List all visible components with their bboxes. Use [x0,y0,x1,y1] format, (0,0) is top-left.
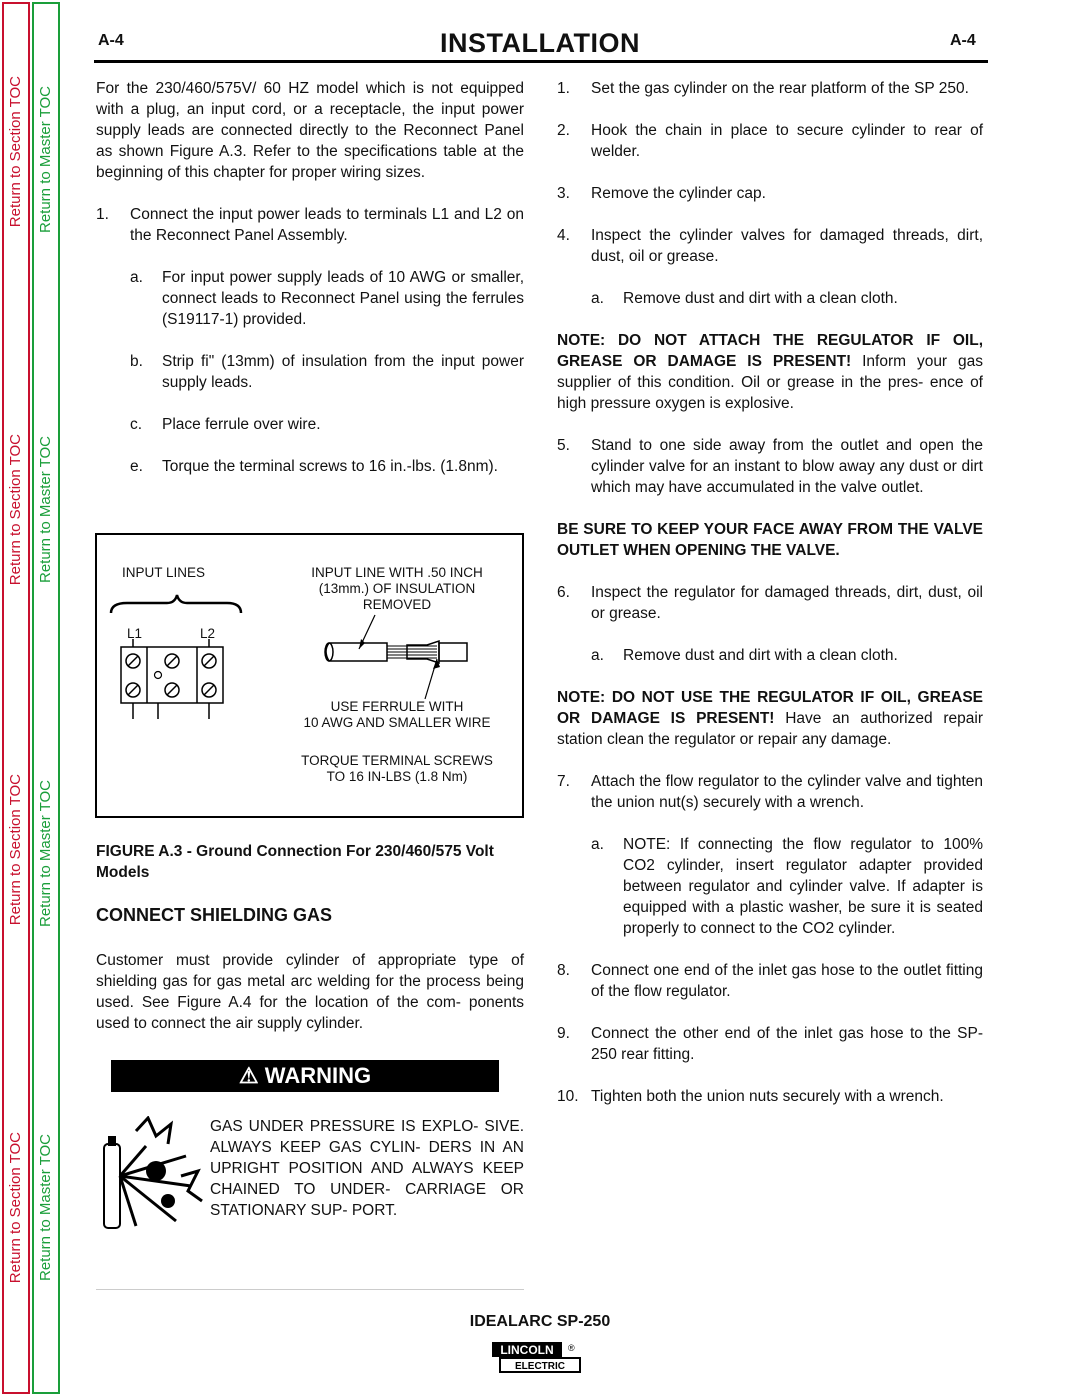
step-r9: 9. Connect the other end of the inlet gas hose to the SP-250 rear fitting. [557,1025,983,1063]
step-r4: 4. Inspect the cylinder valves for damaged threads, dirt, dust, oil or grease. [557,227,983,265]
gas-paragraph-wrap [96,950,524,1055]
return-to-section-toc-link[interactable]: Return to Section TOC [7,76,24,228]
warning-banner [111,1060,499,1092]
page-title: INSTALLATION [440,28,640,58]
wire-label: INPUT LINE WITH .50 INCH (13mm.) OF INSULATION REMOVED [311,565,483,612]
figure-caption: FIGURE A.3 - Ground Connection For 230/460/575 Volt Models [96,843,494,881]
step-r6a: a. Remove dust and dirt with a clean cloth. [591,647,898,664]
svg-text:ELECTRIC: ELECTRIC [515,1361,565,1372]
svg-text:LINCOLN: LINCOLN [500,1343,554,1357]
intro-paragraph: For the 230/460/575V/ 60 HZ model which is not equipped with a plug, an input cord, or a receptacle, the input power supply leads are connected directly to the Reconnect Panel as shown Figure A.3. Refer to the specifications table at the beginning of this chapter for proper wiring sizes. [96,80,524,181]
step-r3: 3. Remove the cylinder cap. [557,185,766,202]
step-1a: a. For input power supply leads of 10 AWG or smaller, connect leads to Reconnect Panel using the ferrules (S19117-1) provided. [130,269,524,328]
step-r8: 8. Connect one end of the inlet gas hose to the outlet fitting of the flow regulator. [557,962,983,1000]
return-to-master-toc-link[interactable]: Return to Master TOC [37,86,54,233]
page-number-right: A-4 [950,32,976,49]
lincoln-electric-logo [490,1341,584,1373]
torque-label: TORQUE TERMINAL SCREWS TO 16 IN-LBS (1.8 Nm) [301,753,493,784]
step-r10: 10. Tighten both the union nuts securely with a wrench. [557,1088,944,1105]
note-regulator-attach: NOTE: DO NOT ATTACH THE REGULATOR IF OIL, GREASE OR DAMAGE IS PRESENT! Inform your gas supplier of this condition. Oil or grease in the pres- ence of high pressure oxygen is explosive. [557,332,983,412]
footer-model: IDEALARC SP-250 [469,1313,611,1330]
warning-icon: ⚠ [238,1063,259,1088]
step-1e: e. Torque the terminal screws to 16 in.-lbs. (1.8nm). [130,458,498,475]
l1-label: L1 [127,626,143,641]
return-to-master-toc-link[interactable]: Return to Master TOC [37,436,54,583]
figure-a3 [95,533,524,818]
header-rule [94,60,988,63]
step-r6: 6. Inspect the regulator for damaged threads, dirt, dust, oil or grease. [557,584,983,622]
right-column [557,78,983,1128]
step-r2: 2. Hook the chain in place to secure cylinder to rear of welder. [557,122,983,160]
return-to-section-toc-link[interactable]: Return to Section TOC [7,774,24,926]
step-1c: c. Place ferrule over wire. [130,416,321,433]
warning-text: GAS UNDER PRESSURE IS EXPLO- SIVE. ALWAYS KEEP GAS CYLIN- DERS IN AN UPRIGHT POSITION AND ALWAYS KEEP CHAINED TO UNDER- CARRIAGE OR STATIONARY SUP- PORT. [210,1118,524,1219]
step-r7: 7. Attach the flow regulator to the cylinder valve and tighten the union nut(s) securely with a wrench. [557,773,983,811]
step-r4a: a. Remove dust and dirt with a clean cloth. [591,290,898,307]
step-r7a: a. NOTE: If connecting the flow regulator to 100% CO2 cylinder, insert regulator adapter provided between regulator and cylinder valve. If adapter is equipped with a plastic washer, be sure it is seated properly to connect to the CO2 cylinder. [591,836,983,937]
section-toc-bar [2,2,30,1394]
caution-face-away: BE SURE TO KEEP YOUR FACE AWAY FROM THE VALVE OUTLET WHEN OPENING THE VALVE. [557,521,983,559]
warning-label: WARNING [264,1063,372,1088]
return-to-section-toc-link[interactable]: Return to Section TOC [7,1132,24,1284]
step-1: 1. Connect the input power leads to terminals L1 and L2 on the Reconnect Panel Assembly. [96,206,524,244]
left-column [96,78,524,498]
page-number-left: A-4 [98,32,124,49]
section-heading: CONNECT SHIELDING GAS [96,905,333,925]
master-toc-bar [32,2,60,1394]
step-r5: 5. Stand to one side away from the outlet and open the cylinder valve for an instant to blow away any dust or dirt which may have accumulated in the valve outlet. [557,437,983,496]
input-lines-label: INPUT LINES [122,565,206,580]
gas-paragraph: Customer must provide cylinder of appropriate type of shielding gas for gas metal arc welding for the process being used. See Figure A.4 for the location of the com- ponents used to connect the air supply cylinder. [96,952,524,1032]
note-regulator-use: NOTE: DO NOT USE THE REGULATOR IF OIL, GREASE OR DAMAGE IS PRESENT! Have an authorized repair station clean the regulator or repair any damage. [557,689,983,748]
step-1b: b. Strip fi" (13mm) of insulation from the input power supply leads. [130,353,524,391]
footer-rule [96,1289,524,1290]
return-to-master-toc-link[interactable]: Return to Master TOC [37,1134,54,1281]
l2-label: L2 [200,626,216,641]
step-r1: 1. Set the gas cylinder on the rear platform of the SP 250. [557,80,969,97]
gas-cylinder-explosion-icon [96,1116,206,1241]
return-to-section-toc-link[interactable]: Return to Section TOC [7,434,24,586]
return-to-master-toc-link[interactable]: Return to Master TOC [37,780,54,927]
svg-text:®: ® [568,1343,575,1353]
ferrule-label: USE FERRULE WITH 10 AWG AND SMALLER WIRE [303,699,491,730]
